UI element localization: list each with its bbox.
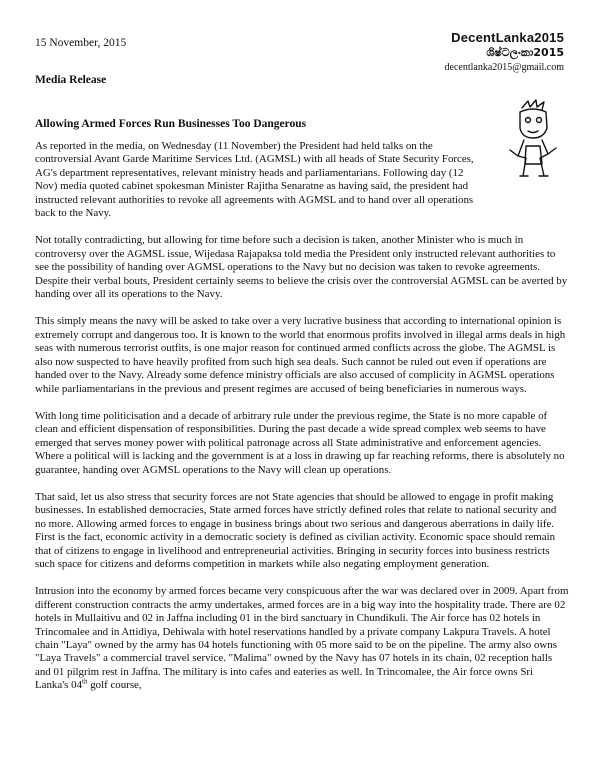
brand-name-english: DecentLanka2015: [451, 30, 564, 45]
paragraph-last-text: Intrusion into the economy by armed forces became very conspicuous after the war was declared over in 2009. Apart from different construction contracts the army undertakes, armed forces are in a big way into the hospitality trade. There are 02 hotels in Mullaitivu and 02 in Jaffna including 01 in the bird sanctuary in Chundikuli. The Air force has 02 hotels in Trincomalee and in Attidiya, Dehiwala with hotel reservations handled by a private company Lakpura Travels. A hotel chain "Laya" owned by the army has 04 hotels functioning with 05 more said to be on the pipeline. The army also owns "Laya Travels" a commercial travel service. "Malima" owned by the Navy has 07 hotels in its chain, 02 reception halls and 01 pilgrim rest in Jaffna. The military is into cafes and eateries as well. In Trincomalee, the Air force owns Sri Lanka's 04: [35, 585, 569, 692]
contact-email: decentlanka2015@gmail.com: [444, 62, 564, 73]
brand-name-sinhala: ශිෂ්ටලංකා2015: [486, 46, 564, 59]
paragraph: That said, let us also stress that security forces are not State agencies that should be allowed to engage in profit making businesses. In established democracies, State armed forces have strictly defined roles that relate to national security and no more. Allowing armed forces to engage in business brings about two serious and dangerous aberrations in daily life. First is the fact, economic activity in a democratic society is defined as civilian activity. Economic space should remain that of citizens to engage in livelihood and entrepreneurial activities. Bringing in security forces into business restricts such space for citizens and deforms competition in markets while also negating employment generation.: [35, 490, 557, 570]
document-title: Allowing Armed Forces Run Businesses Too Dangerous: [35, 118, 307, 130]
brand-block: [364, 30, 564, 73]
paragraph: This simply means the navy will be asked to take over a very lucrative business that according to international opinion is extremely corrupt and dangerous too. It is known to the world that enormous profits involved in illegal arms deals in high seas with numerous terrorist outfits, is one major reason for continued armed conflicts across the globe. The AGMSL is also now suspected to have heavily profited from such high sea deals. Such cannot be ruled out even if operations are handed over to the Navy. Already some defence ministry officials are also accused of complicity in AGMSL operations while parliamentarians in the previous and present regimes are accused of being beneficiaries in numerous ways.: [35, 315, 566, 395]
document-type: Media Release: [35, 74, 107, 86]
paragraph: As reported in the media, on Wednesday (11 November) the President had held talks on the controversial Avant Garde Maritime Services Ltd. (AGMSL) with all heads of State Security Forces, AG's department representatives, relevant ministry heads and parliamentarians. Following day (12 Nov) media quoted cabinet spokesman Minister Rajitha Senaratne as having said, the president had instructed relevant authorities to revoke all agreements with AGMSL and to hand over all operations back to the Navy.: [35, 140, 474, 220]
paragraph: With long time politicisation and a decade of arbitrary rule under the previous regime, the State is no more capable of clean and efficient dispensation of responsibilities. During the past decade a wide spread complex web seems to have emerged that serves money power with political patronage across all State administrative and enforcement agencies. Where a political will is lacking and the government is at a loss in drawing up far reaching reforms, there is absolutely no guarantee, handing over AGMSL operations to the Navy will clean up operations.: [35, 409, 565, 476]
paragraph-last: [35, 585, 569, 692]
ordinal-suffix: th: [82, 677, 88, 686]
release-date: 15 November, 2015: [35, 37, 127, 49]
paragraph-last-tail: golf course,: [87, 679, 142, 692]
paragraph: Not totally contradicting, but allowing for time before such a decision is taken, another Minister who is much in controversy over the AGMSL issue, Wijedasa Rajapaksa told media the President only instructed relevant authorities to see the possibility of handing over AGMSL operations to the Navy but no decision was taken to revoke agreements. Despite their verbal bouts, President certainly seems to believe the crisis over the controversial AGMSL can be averted by handing over all its operations to the Navy.: [35, 234, 568, 301]
document-body: [35, 140, 569, 707]
